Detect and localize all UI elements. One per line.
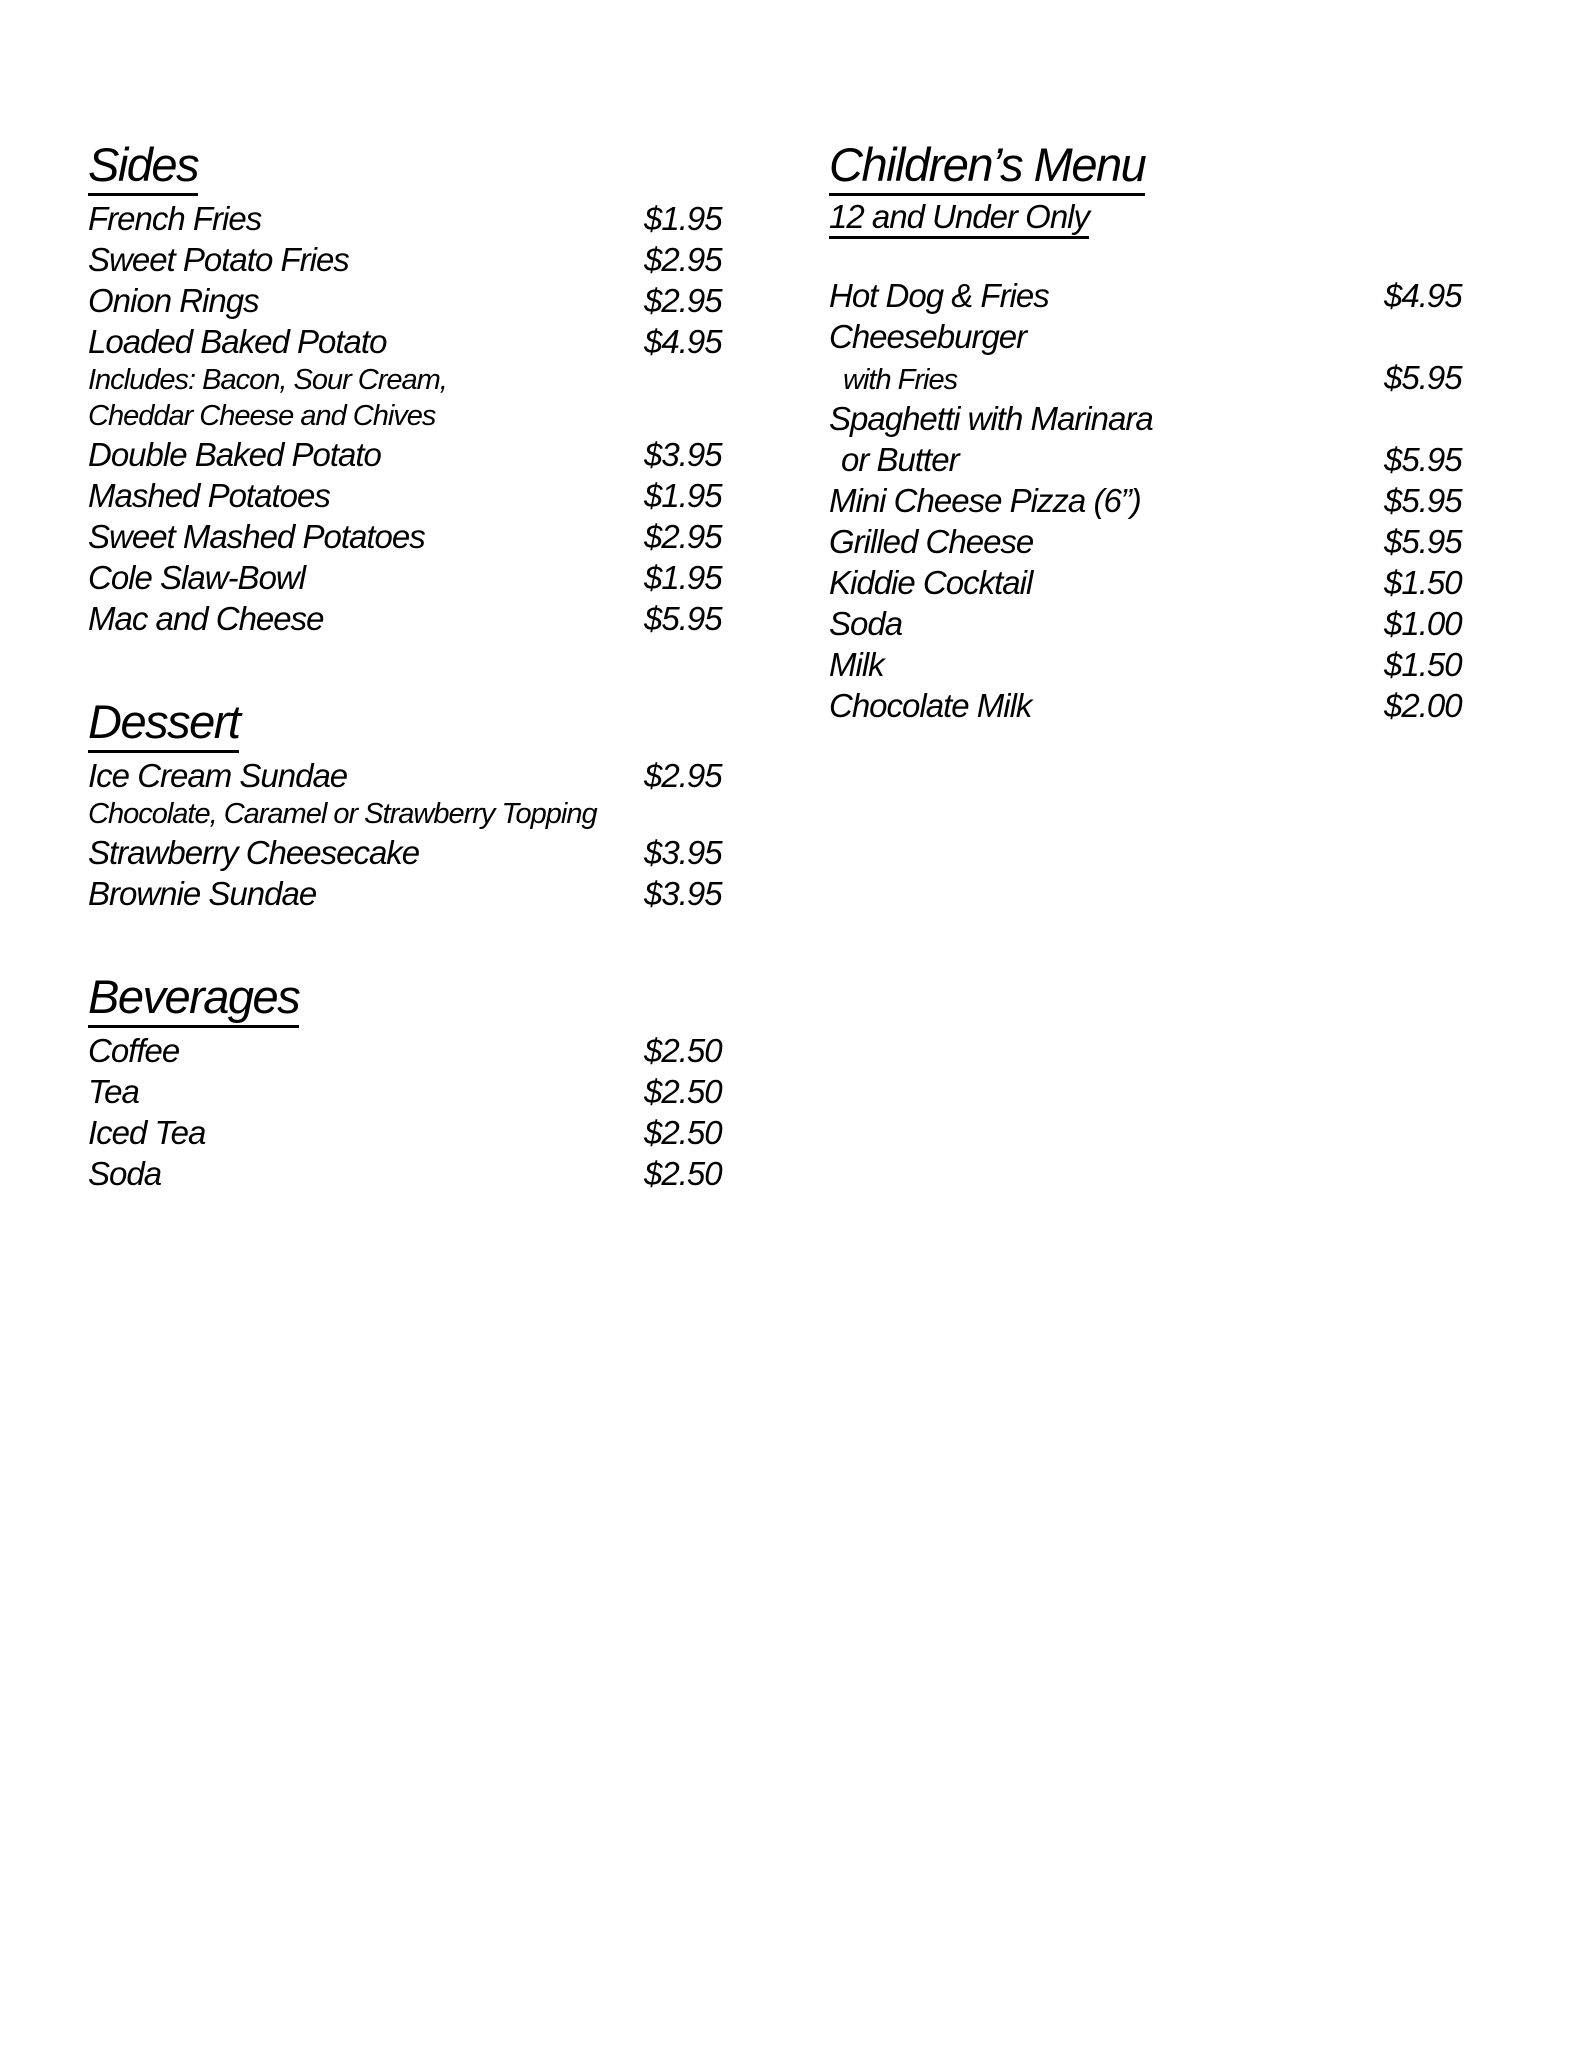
- item-price: $1.50: [1384, 646, 1462, 683]
- item-name: Chocolate Milk: [829, 687, 1032, 724]
- item-note: Cheddar Cheese and Chives: [88, 400, 436, 432]
- menu-item: [88, 1153, 744, 1194]
- item-price: $5.95: [1384, 441, 1462, 478]
- item-price: $1.95: [644, 200, 722, 237]
- menu-item: [88, 1030, 744, 1071]
- item-name: or Butter: [841, 441, 959, 478]
- menu-item-continued: [829, 439, 1479, 480]
- item-price: $5.95: [1384, 523, 1462, 560]
- item-price: $5.95: [1384, 482, 1462, 519]
- dessert-section: [88, 695, 744, 914]
- dessert-heading: Dessert: [88, 695, 239, 753]
- item-name: Cheeseburger: [829, 318, 1027, 355]
- item-price: $2.50: [644, 1114, 722, 1151]
- item-price: $1.50: [1384, 564, 1462, 601]
- right-column: [829, 138, 1479, 782]
- item-name: Soda: [829, 605, 903, 642]
- menu-item: [829, 480, 1479, 521]
- menu-item: [829, 685, 1479, 726]
- item-name: Strawberry Cheesecake: [88, 834, 420, 871]
- sides-list: [88, 198, 744, 639]
- item-price: $5.95: [1384, 359, 1462, 396]
- sides-heading: Sides: [88, 138, 198, 196]
- beverages-section: [88, 970, 744, 1194]
- beverages-heading: Beverages: [88, 970, 299, 1028]
- menu-item: [829, 603, 1479, 644]
- item-note: Includes: Bacon, Sour Cream,: [88, 364, 447, 396]
- menu-item: [88, 1112, 744, 1153]
- item-name: Sweet Potato Fries: [88, 241, 349, 278]
- menu-item: [88, 321, 744, 362]
- menu-item: [829, 275, 1479, 316]
- childrens-menu-list: [829, 275, 1479, 726]
- item-price: $2.95: [644, 282, 722, 319]
- childrens-menu-subheading: 12 and Under Only: [829, 198, 1089, 239]
- menu-item: [88, 557, 744, 598]
- item-price: $4.95: [644, 323, 722, 360]
- item-name: Mashed Potatoes: [88, 477, 330, 514]
- item-price: $2.00: [1384, 687, 1462, 724]
- item-price: $2.95: [644, 757, 722, 794]
- item-price: $1.00: [1384, 605, 1462, 642]
- menu-item: [88, 1071, 744, 1112]
- menu-item-continued: [829, 357, 1479, 398]
- item-name: French Fries: [88, 200, 262, 237]
- menu-item: [829, 398, 1479, 439]
- item-name: Sweet Mashed Potatoes: [88, 518, 425, 555]
- menu-item: [829, 562, 1479, 603]
- item-name: Coffee: [88, 1032, 180, 1069]
- childrens-menu-section: [829, 138, 1479, 726]
- item-price: $2.50: [644, 1032, 722, 1069]
- sides-section: [88, 138, 744, 639]
- item-price: $4.95: [1384, 277, 1462, 314]
- item-name: with Fries: [843, 364, 958, 396]
- item-name: Mini Cheese Pizza (6”): [829, 482, 1141, 519]
- menu-item: [88, 475, 744, 516]
- item-name: Kiddie Cocktail: [829, 564, 1033, 601]
- menu-item: [829, 316, 1479, 357]
- item-price: $2.95: [644, 241, 722, 278]
- item-name: Grilled Cheese: [829, 523, 1034, 560]
- menu-item: [829, 521, 1479, 562]
- item-name: Tea: [88, 1073, 139, 1110]
- menu-item: [829, 644, 1479, 685]
- menu-item: [88, 516, 744, 557]
- item-name: Cole Slaw-Bowl: [88, 559, 306, 596]
- item-price: $2.50: [644, 1155, 722, 1192]
- item-price: $1.95: [644, 559, 722, 596]
- item-price: $1.95: [644, 477, 722, 514]
- menu-item: [88, 755, 744, 796]
- item-name: Milk: [829, 646, 884, 683]
- item-name: Ice Cream Sundae: [88, 757, 348, 794]
- item-price: $3.95: [644, 875, 722, 912]
- item-name: Double Baked Potato: [88, 436, 381, 473]
- dessert-list: [88, 755, 744, 914]
- item-name: Mac and Cheese: [88, 600, 324, 637]
- item-price: $3.95: [644, 834, 722, 871]
- item-price: $3.95: [644, 436, 722, 473]
- childrens-menu-heading: Children’s Menu: [829, 138, 1145, 196]
- item-name: Soda: [88, 1155, 162, 1192]
- item-price: $2.95: [644, 518, 722, 555]
- item-name: Loaded Baked Potato: [88, 323, 387, 360]
- menu-item: [88, 832, 744, 873]
- beverages-list: [88, 1030, 744, 1194]
- item-name: Iced Tea: [88, 1114, 206, 1151]
- menu-item: [88, 434, 744, 475]
- item-name: Hot Dog & Fries: [829, 277, 1049, 314]
- item-name: Onion Rings: [88, 282, 259, 319]
- item-name: Spaghetti with Marinara: [829, 400, 1153, 437]
- menu-item: [88, 598, 744, 639]
- menu-item: [88, 198, 744, 239]
- item-price: $5.95: [644, 600, 722, 637]
- item-name: Brownie Sundae: [88, 875, 317, 912]
- menu-item: [88, 239, 744, 280]
- menu-item: [88, 873, 744, 914]
- left-column: [88, 138, 744, 1250]
- menu-item: [88, 280, 744, 321]
- item-note: Chocolate, Caramel or Strawberry Topping: [88, 798, 597, 830]
- item-price: $2.50: [644, 1073, 722, 1110]
